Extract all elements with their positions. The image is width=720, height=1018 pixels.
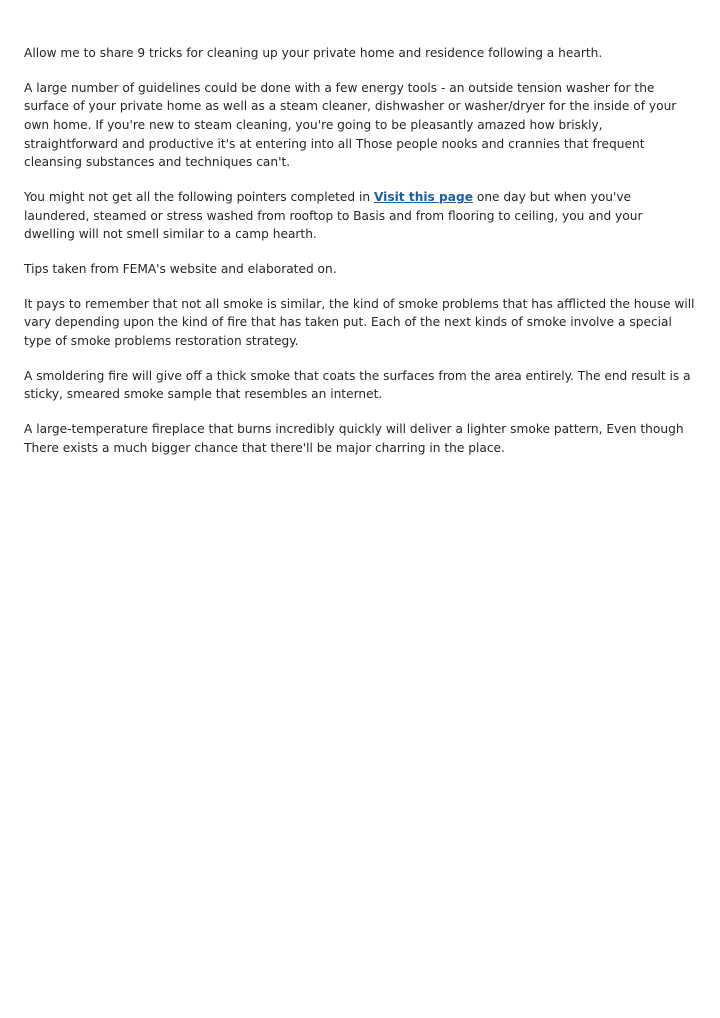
paragraph-pointers [24,188,696,244]
visit-this-page-link[interactable]: Visit this page [373,189,473,204]
article-body [24,44,696,473]
paragraph-smoldering-fire: A smoldering fire will give off a thick smoke that coats the surfaces from the area entirely. The end result is a sticky, smeared smoke sample that resembles an internet. [24,368,691,402]
paragraph-intro: Allow me to share 9 tricks for cleaning up your private home and residence following a hearth. [24,46,603,60]
paragraph-fema-tips: Tips taken from FEMA's website and elaborated on. [24,261,337,276]
paragraph-pointers-before: You might not get all the following pointers completed in [24,189,374,204]
paragraph-high-temperature-fire: A large-temperature fireplace that burns incredibly quickly will deliver a lighter smoke pattern, Even though There exists a much bigger chance that there'll be major charring in the place. [24,422,684,455]
paragraph-smoke-types: It pays to remember that not all smoke is similar, the kind of smoke problems that has afflicted the house will vary depending upon the kind of fire that has taken put. Each of the next kinds of smoke involve a special type of smoke problems restoration strategy. [24,296,695,348]
paragraph-tools: A large number of guidelines could be done with a few energy tools - an outside tension washer for the surface of your private home as well as a steam cleaner, dishwasher or washer/dryer for the inside of your own home. If you're new to steam cleaning, you're going to be pleasantly amazed how briskly, straightforward and productive it's at entering into all Those people nooks and crannies that frequent cleansing substances and techniques can't. [24,80,677,170]
paragraph-pointers-after: one day but when you've laundered, steamed or stress washed from rooftop to Basis and from flooring to ceiling, you and your dwelling will not smell similar to a camp hearth. [24,189,643,242]
